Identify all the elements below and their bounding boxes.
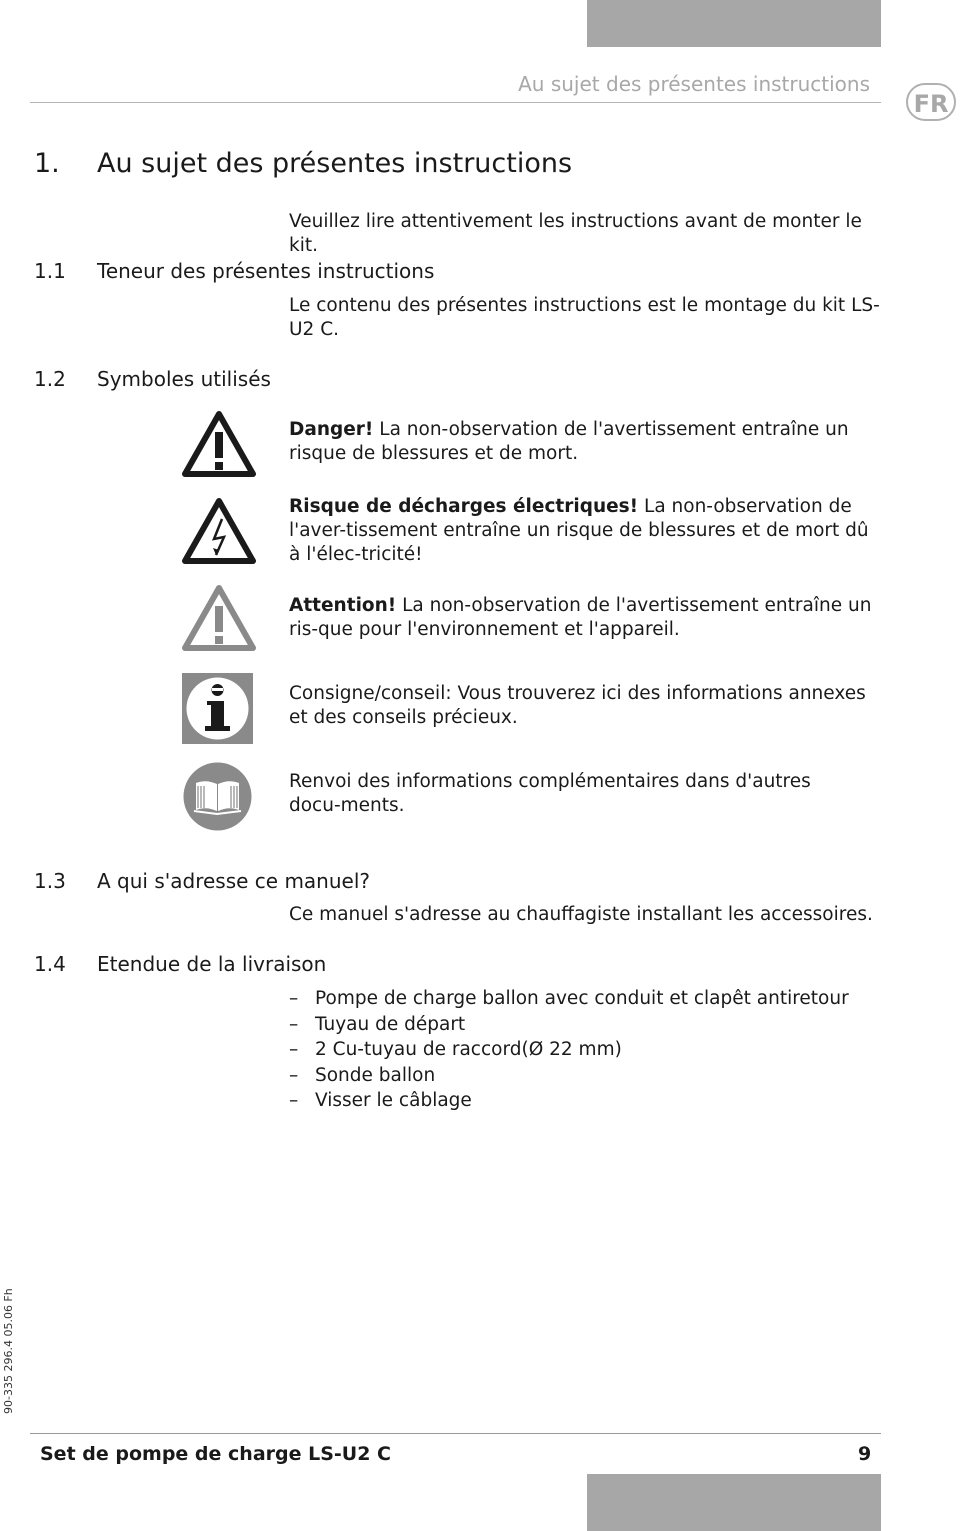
section-1-3-text: Ce manuel s'adresse au chauffagiste installant les accessoires. — [289, 904, 873, 925]
section-number: 1.2 — [34, 367, 66, 391]
section-title: Au sujet des présentes instructions — [97, 148, 573, 179]
list-item — [289, 1063, 881, 1089]
book-icon — [182, 761, 253, 832]
symbol-description: La non-observation de l'avertissement entraîne un ris-que pour l'environnement et l'appareil. — [289, 595, 872, 640]
list-item-text: Visser le câblage — [315, 1090, 472, 1111]
section-1-heading — [34, 148, 734, 182]
list-item — [289, 1037, 881, 1063]
list-item — [289, 1012, 881, 1038]
list-item — [289, 1088, 881, 1114]
symbol-book-text — [289, 770, 849, 818]
section-1-1-heading — [34, 259, 534, 285]
section-number: 1. — [34, 148, 60, 179]
symbol-description: La non-observation de l'avertissement entraîne un risque de blessures et de mort. — [289, 419, 849, 464]
document-code: 90-335 296.4 05.06 Fh — [2, 1288, 15, 1414]
section-1-intro: Veuillez lire attentivement les instructions avant de monter le kit. — [289, 211, 862, 256]
section-1-2-heading — [34, 367, 534, 393]
symbol-electric-text — [289, 495, 881, 567]
footer-grey-bar — [587, 1474, 881, 1531]
footer-rule — [30, 1433, 881, 1434]
language-badge: FR — [906, 83, 956, 121]
list-dash: – — [289, 1039, 299, 1060]
section-title: A qui s'adresse ce manuel? — [97, 869, 371, 893]
list-item-text: Sonde ballon — [315, 1064, 436, 1086]
electric-shock-warning-icon — [182, 497, 256, 565]
symbol-description: Renvoi des informations complémentaires dans d'autres docu-ments. — [289, 771, 811, 816]
list-item-text: Pompe de charge ballon avec conduit et clapêt antiretour — [315, 988, 849, 1009]
section-number: 1.3 — [34, 869, 66, 893]
section-number: 1.4 — [34, 952, 66, 976]
section-title: Symboles utilisés — [97, 367, 271, 391]
info-icon — [182, 673, 253, 744]
list-dash: – — [289, 988, 299, 1009]
delivery-scope-list — [289, 986, 881, 1114]
symbol-attention-text — [289, 594, 881, 642]
list-dash: – — [289, 1090, 299, 1111]
symbol-info-text — [289, 682, 881, 730]
list-item-text: Tuyau de départ — [315, 1013, 466, 1035]
symbol-description: Consigne/conseil: Vous trouverez ici des informations annexes et des conseils précieux. — [289, 683, 866, 728]
symbol-lead: Risque de décharges électriques! — [289, 496, 639, 517]
list-dash: – — [289, 1064, 299, 1086]
running-header-title: Au sujet des présentes instructions — [518, 72, 870, 96]
footer-title: Set de pompe de charge LS-U2 C — [40, 1443, 391, 1465]
symbol-lead: Attention! — [289, 595, 397, 616]
page-number: 9 — [858, 1443, 872, 1465]
section-title: Teneur des présentes instructions — [97, 259, 435, 283]
header-rule — [30, 102, 881, 103]
section-number: 1.1 — [34, 259, 66, 283]
list-dash: – — [289, 1013, 299, 1035]
list-item-text: 2 Cu-tuyau de raccord(Ø 22 mm) — [315, 1039, 622, 1060]
caution-triangle-icon — [182, 584, 256, 652]
section-title: Etendue de la livraison — [97, 952, 327, 976]
list-item — [289, 986, 881, 1012]
section-1-3-heading — [34, 869, 534, 895]
symbol-danger-text — [289, 418, 881, 466]
danger-warning-triangle-icon — [182, 410, 256, 478]
symbol-description: La non-observation de l'aver-tissement entraîne un risque de blessures et de mort dû à l'élec-tricité! — [289, 496, 869, 565]
section-1-1-text: Le contenu des présentes instructions est le montage du kit LS-U2 C. — [289, 295, 880, 340]
section-1-4-heading — [34, 952, 534, 978]
symbol-lead: Danger! — [289, 419, 374, 440]
header-grey-bar — [587, 0, 881, 47]
